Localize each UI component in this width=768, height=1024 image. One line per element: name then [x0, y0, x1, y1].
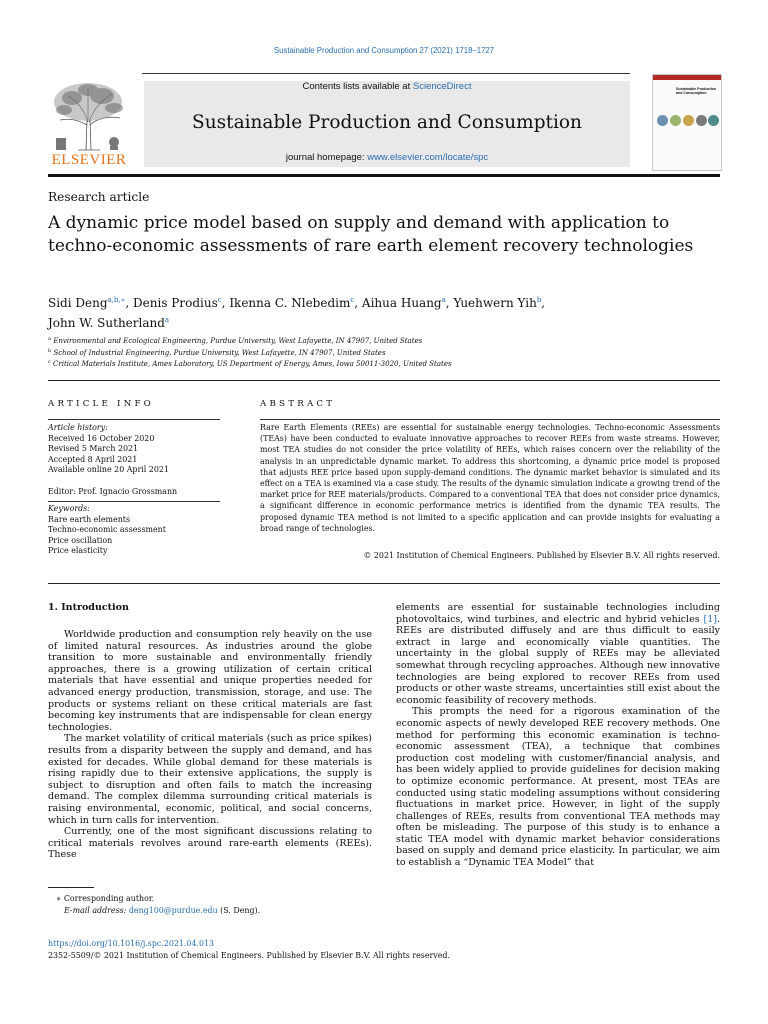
history-item: Received 16 October 2020	[48, 433, 155, 443]
journal-citation[interactable]: Sustainable Production and Consumption 27 (2021) 1718–1727	[273, 46, 495, 55]
doi-link[interactable]: https://doi.org/10.1016/j.spc.2021.04.013	[48, 939, 215, 948]
sciencedirect-link[interactable]: ScienceDirect	[412, 81, 472, 92]
cover-title: Sustainable Production and Consumption	[676, 87, 717, 95]
keyword: Rare earth elements	[48, 514, 131, 524]
history-label: Article history:	[48, 423, 108, 432]
author[interactable]: Ikenna C. Nlebedim$^c$	[229, 296, 355, 310]
masthead-rule	[48, 174, 720, 177]
paragraph: elements are essential for sustainable technologies including photovoltaics, wind turbines, and electric and hybrid vehicles [1]. REEs are distributed diffusely and are thus difficult to easily extract in large and economically viable quantities. The uncertainty in the global supply of REEs may be alleviated somewhat through recycling approaches. Although new innovative technologies are being explored to recover REEs from used products or other waste streams, uncertainties still exist about the economic feasibility of recovery methods.	[396, 602, 720, 706]
contents-line	[144, 81, 630, 92]
editor-line: Editor: Prof. Ignacio Grossmann	[48, 487, 178, 496]
homepage-line	[144, 152, 630, 163]
keyword: Techno-economic assessment	[48, 525, 166, 535]
keyword: Price elasticity	[48, 546, 108, 556]
cover-image-2	[670, 115, 681, 126]
right-column	[396, 602, 720, 869]
contents-prefix: Contents lists available at	[302, 81, 413, 92]
info-rule	[48, 419, 220, 420]
affiliation: $^c$ Critical Materials Institute, Ames Laboratory, US Department of Energy, Ames, Iowa 50011-3020, United States	[48, 359, 452, 368]
paragraph: This prompts the need for a rigorous examination of the economic aspects of newly developed REE recovery methods. One method for performing this economic examination is techno-economic assessment (TEA), a technique that combines production cost modeling with customer/financial analysis, and has been widely applied to provide guidelines for decision making to optimize economic performance. At present, most TEAs are conducted using static modeling assumptions without considering fluctuations in market price. However, in light of the supply challenges of REEs, results from conventional TEA methods may often be misleading. The purpose of this study is to enhance a static TEA model with dynamic market behavior considerations based on supply and demand price elasticity. In particular, we aim to establish a “Dynamic TEA Model” that	[396, 706, 720, 869]
history-item: Available online 20 April 2021	[48, 465, 169, 475]
abstract-text: Rare Earth Elements (REEs) are essential for sustainable energy technologies. Techno-economic Assessments (TEAs) have been conducted to evaluate innovative approaches to recover REEs from waste streams. However, most TEA studies do not consider the price volatility of REEs, which raises concern over the reliability of the analysis in an unpredictable dynamic market. To address this shortcoming, a dynamic price model is proposed that adjusts REE price based upon supply-demand conditions. The dynamic market behavior is simulated and its effect on a TEA is examined via a case study. The results of the dynamic simulation indicate a growing trend of the market price for REE materials/products. Compared to a conventional TEA that does not consider price dynamics, a significant difference in economic performance metrics is identified from the dynamic TEA results. The proposed dynamic TEA method is not limited to a specific application and can provide insights for evaluating a broad range of technologies.	[260, 423, 720, 533]
abstract-copyright: © 2021 Institution of Chemical Engineers. Published by Elsevier B.V. All rights reserved.	[363, 551, 720, 560]
article-title: A dynamic price model based on supply and demand with application to techno-economic assessments of rare earth element recovery technologies	[48, 213, 694, 256]
paragraph: Currently, one of the most significant discussions relating to critical materials revolves around rare-earth elements (REEs). These	[48, 826, 372, 861]
article-type: Research article	[48, 190, 150, 204]
cover-image-4	[696, 115, 707, 126]
affiliation: $^b$ School of Industrial Engineering, Purdue University, West Lafayette, IN 47907, United States	[48, 348, 386, 357]
author[interactable]: John W. Sutherland$^a$	[48, 316, 170, 330]
journal-title: Sustainable Production and Consumption	[192, 112, 582, 133]
publisher-logo-text: ELSEVIER	[51, 152, 127, 168]
section-rule	[48, 380, 720, 381]
author[interactable]: Denis Prodius$^c$	[133, 296, 222, 310]
keyword: Price oscillation	[48, 535, 113, 545]
paragraph: The market volatility of critical materials (such as price spikes) results from a disparity between the supply and demand, and has existed for decades. While global demand for these materials is rising rapidly due to their extensive applications, the supply is subject to disruption and often fails to match the increasing demand. The complex dilemma surrounding critical materials is raising environmental, economic, political, and social concerns, which in turn calls for intervention.	[48, 733, 372, 826]
footnote-rule	[48, 887, 94, 888]
history-item: Accepted 8 April 2021	[48, 454, 138, 464]
email-link[interactable]: deng100@purdue.edu	[128, 906, 218, 915]
homepage-prefix: journal homepage:	[285, 152, 368, 163]
cover-image-3	[683, 115, 694, 126]
info-rule	[48, 501, 220, 502]
issn-line: 2352-5509/© 2021 Institution of Chemical Engineers. Published by Elsevier B.V. All rights reserved.	[48, 951, 450, 960]
email-note: E-mail address: deng100@purdue.edu (S. Deng).	[64, 906, 261, 915]
history-item: Revised 5 March 2021	[48, 444, 139, 454]
keywords	[48, 504, 223, 557]
paragraph: Worldwide production and consumption rely heavily on the use of limited natural resources. As industries around the globe transition to more sustainable and environmentally friendly approaches, there is a growing utilization of certain critical materials that have essential and unique properties needed for advanced energy production, transmission, storage, and use. The products or systems reliant on these critical materials are fast becoming key instruments that are indispensable for clean energy technologies.	[48, 629, 372, 733]
cover-top-bar	[653, 75, 721, 80]
author[interactable]: Aihua Huang$^a$	[361, 296, 446, 310]
affiliation: $^a$ Environmental and Ecological Engineering, Purdue University, West Lafayette, IN 47907, United States	[48, 336, 423, 345]
keywords-label: Keywords:	[48, 504, 90, 513]
article-history	[48, 423, 223, 476]
reference-link[interactable]: [1]	[703, 613, 717, 625]
cover-image-1	[657, 115, 668, 126]
abstract-heading: ABSTRACT	[260, 399, 336, 409]
corresponding-author-note: ∗ Corresponding author.	[56, 894, 155, 903]
author[interactable]: Sidi Deng$^{a,b,∗}$	[48, 296, 126, 310]
article-info-heading: ARTICLE INFO	[48, 399, 154, 409]
journal-cover-thumbnail[interactable]	[652, 74, 722, 171]
body-rule	[48, 583, 720, 584]
section-heading: 1. Introduction	[48, 602, 129, 613]
homepage-link[interactable]: www.elsevier.com/locate/spc	[367, 152, 489, 163]
abstract-rule	[260, 419, 720, 420]
left-column	[48, 629, 372, 861]
author-list: Sidi Deng$^{a,b,∗}$, Denis Prodius$^c$, Ikenna C. Nlebedim$^c$, Aihua Huang$^a$, Yuehwern Yih$^b$, John W. Sutherland$^a$	[48, 296, 546, 330]
author[interactable]: Yuehwern Yih$^b$	[453, 296, 542, 310]
cover-image-5	[708, 115, 719, 126]
header-rule	[142, 73, 630, 74]
